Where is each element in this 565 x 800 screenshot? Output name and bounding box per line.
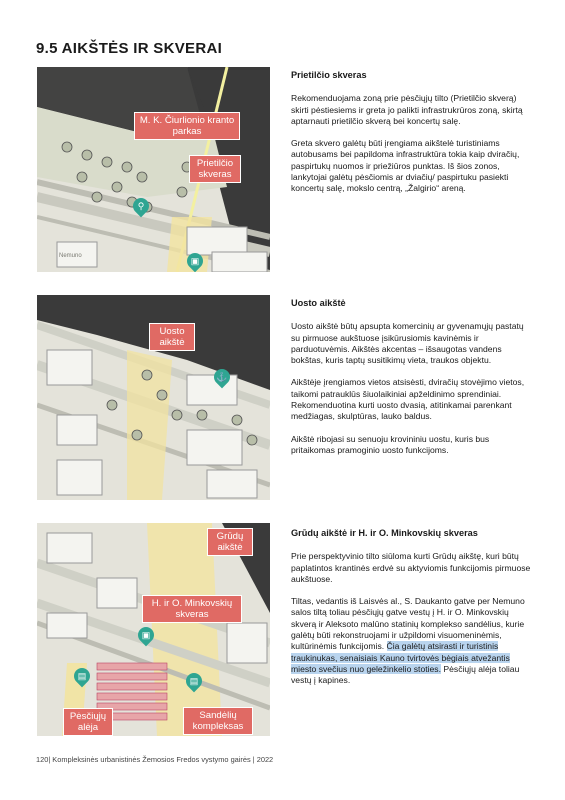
page-footer: 120| Kompleksinės urbanistinės Žemosios Fredos vystymo gairės | 2022	[36, 755, 274, 764]
pin-icon	[135, 624, 158, 647]
section-heading: Uosto aikštė	[291, 298, 346, 308]
paragraph: Aikštėje įrengiamos vietos atsisėsti, dviračių stovėjimo vietos, taikomi patrauklūs šiuolaikiniai apželdinimo sprendiniai. Rekomenduotina kurti uosto dvasią, atitinkamai parenkant medžiagas, skulptūras, lauko baldus.	[291, 377, 525, 422]
map-uosto	[37, 295, 270, 500]
map-label-sandeliu: Sandėlių kompleksas	[183, 707, 253, 735]
paragraph: Prie perspektyvinio tilto siūloma kurti Grūdų aikštę, kuri būtų paplatintos krantinės erdvė su aktyviomis funkcijomis pirmuose aukštuose.	[291, 551, 531, 584]
map-grudu	[37, 523, 270, 736]
map-water-label: Nemuno	[59, 253, 82, 259]
pin-icon	[184, 250, 207, 272]
map-label-prietilcio: Prietilčio skveras	[189, 155, 241, 183]
map-label-minkovskiu: H. ir O. Minkovskių skveras	[142, 595, 242, 623]
map-label-grudu: Grūdų aikštė	[207, 528, 253, 556]
section-heading: Prietilčio skveras	[291, 70, 367, 80]
paragraph: Greta skvero galėtų būti įrengiama aikštelė turistiniams autobusams bei papildoma infrastruktūra tokia kaip dviračių, paspirtukų nuomos ir priežiūros punktas. Iš šios zonos, lankytojai galėtų pėsčiomis ar dviačių/ paspirtuku pasiekti koncertų salę, mokslo centrą, „Žalgirio“ areną.	[291, 138, 520, 194]
section-prietilcio	[291, 70, 531, 206]
pin-icon	[211, 366, 234, 389]
map-label-pesciuju: Pėsčiųjų alėja	[63, 708, 113, 736]
section-uosto	[291, 298, 531, 467]
anchor-icon: ⚓	[216, 372, 228, 382]
train-icon: ▤	[189, 676, 199, 686]
map-prietilcio	[37, 67, 270, 272]
highlighted-text[interactable]: Čia galėtų atsirasti ir turistinis traukinukas, senaisiais Kauno tvirtovės bėgiais atvežantis miesto svečius nuo geležinkelio stoties.	[291, 641, 510, 674]
map-label-ciurlionio: M. K. Čiurlionio kranto parkas	[134, 112, 240, 140]
section-heading: Grūdų aikštė ir H. ir O. Minkovskių skveras	[291, 528, 478, 538]
map-label-uosto: Uosto aikštė	[149, 323, 195, 351]
page-title: 9.5 AIKŠTĖS IR SKVERAI	[36, 40, 223, 57]
paragraph: Rekomenduojama zoną prie pėsčiųjų tilto (Prietilčio skverą) skirti pėstiesiems ir greta jo palikti infrastrukrūros zoną, skirtą aptarnauti prietilčio skverą bei koncertų salę.	[291, 93, 523, 126]
pin-icon	[130, 195, 153, 218]
paragraph: Aikštė ribojasi su senuoju krovininiu uostu, kuris bus pritaikomas pramoginio uosto funkcijoms.	[291, 433, 490, 455]
pin-icon	[71, 665, 94, 688]
bus-icon: ▣	[190, 256, 200, 266]
train-icon: ▤	[77, 671, 87, 681]
paragraph: Uosto aikštė būtų apsupta komercinių ar gyvenamųjų pastatų su pirmuose aukštuose įsikūrusiomis kavinėmis ir parduotuvėmis. Aikštės akcentas – išsaugotas vandens bokštas, kuris taptų susitikimų vieta, traukos objektu.	[291, 321, 524, 366]
bicycle-icon: ⚲	[137, 201, 145, 211]
paragraph-highlighted: Tiltas, vedantis iš Laisvės al., S. Daukanto gatve per Nemuno salos tiltą toliau pėsčiųjų gatve vestų į H. ir O. Minkovskių skverą ir Aleksoto malūno statinių komplekso sandėlius, kurie galėtų būti rekonstruojami ir užpildomi visuomeninėmis, kultūrinėmis funkcijomis. Čia galėtų atsirasti ir turistinis traukinukas, senaisiais Kauno tvirtovės bėgiais atvežantis miesto svečius nuo geležinkelio stoties. Pėsčiųjų alėja toliau vestų į kapines.	[291, 596, 525, 686]
pin-icon	[183, 670, 206, 693]
section-grudu	[291, 528, 531, 698]
bus-icon: ▣	[141, 630, 151, 640]
